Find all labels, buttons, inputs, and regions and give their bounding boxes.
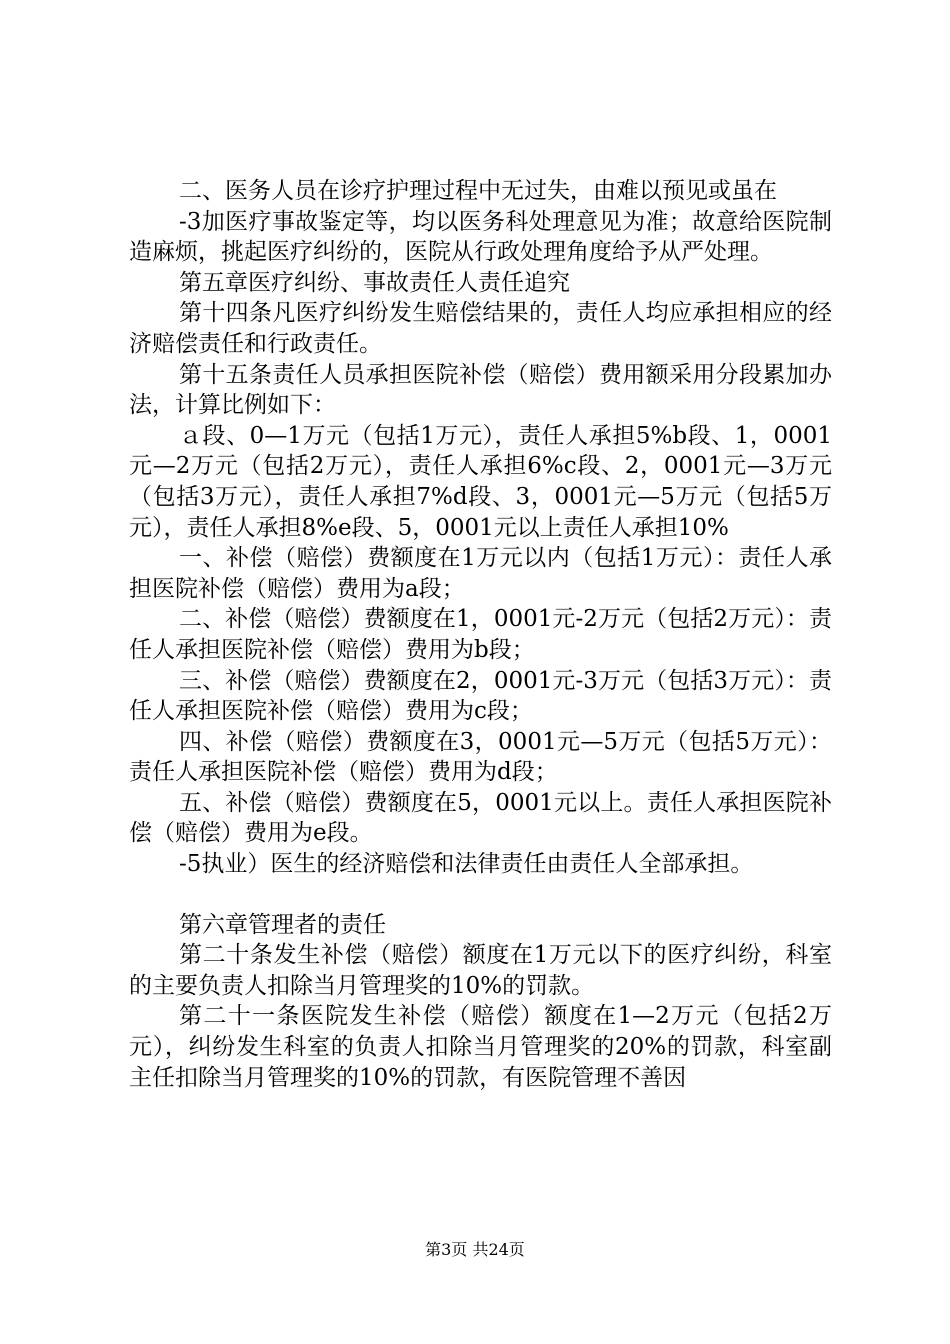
article-15: 第十五条责任人员承担医院补偿（赔偿）费用额采用分段累加办法，计算比例如下： [129, 361, 832, 419]
article-21: 第二十一条医院发生补偿（赔偿）额度在1—2万元（包括2万元），纠纷发生科室的负责人扣除当月管理奖的20%的罚款，科室副主任扣除当月管理奖的10%的罚款，有医院管理不善因 [129, 1003, 832, 1091]
paragraph-1: 二、医务人员在诊疗护理过程中无过失，由难以预见或虽在 [179, 178, 777, 204]
clause-4: 四、补偿（赔偿）费额度在3，0001元—5万元（包括5万元）：责任人承担医院补偿（赔偿）费用为d段； [129, 728, 832, 786]
article-20: 第二十条发生补偿（赔偿）额度在1万元以下的医疗纠纷，科室的主要负责人扣除当月管理奖的10%的罚款。 [129, 942, 832, 999]
article-14: 第十四条凡医疗纠纷发生赔偿结果的，责任人均应承担相应的经济赔偿责任和行政责任。 [129, 300, 832, 357]
chapter-5-heading: 第五章医疗纠纷、事故责任人责任追究 [179, 269, 570, 296]
document-body [129, 176, 832, 1093]
paragraph-2: -3加医疗事故鉴定等，均以医务科处理意见为准；故意给医院制造麻烦，挑起医疗纠纷的，医院从行政处理角度给予从严处理。 [129, 208, 832, 266]
clause-2: 二、补偿（赔偿）费额度在1，0001元-2万元（包括2万元）：责任人承担医院补偿（赔偿）费用为b段； [129, 606, 832, 663]
chapter-6-heading: 第六章管理者的责任 [179, 911, 386, 938]
section-gap [129, 880, 832, 910]
paragraph-liability: -5执业）医生的经济赔偿和法律责任由责任人全部承担。 [179, 851, 754, 878]
clause-1: 一、补偿（赔偿）费额度在1万元以内（包括1万元）：责任人承担医院补偿（赔偿）费用为a段； [129, 545, 832, 602]
clause-3: 三、补偿（赔偿）费额度在2，0001元-3万元（包括3万元）：责任人承担医院补偿（赔偿）费用为c段； [129, 667, 832, 725]
page-footer: 第3页 共24页 [425, 1240, 525, 1259]
tier-list: ａ段、0—1万元（包括1万元），责任人承担5%b段、1，0001元—2万元（包括2万元），责任人承担6%c段、2，0001元—3万元（包括3万元），责任人承担7%d段、3，0001元—5万元（包括5万元），责任人承担8%e段、5，0001元以上责任人承担10% [129, 422, 832, 541]
clause-5: 五、补偿（赔偿）费额度在5，0001元以上。责任人承担医院补偿（赔偿）费用为e段。 [129, 789, 832, 847]
